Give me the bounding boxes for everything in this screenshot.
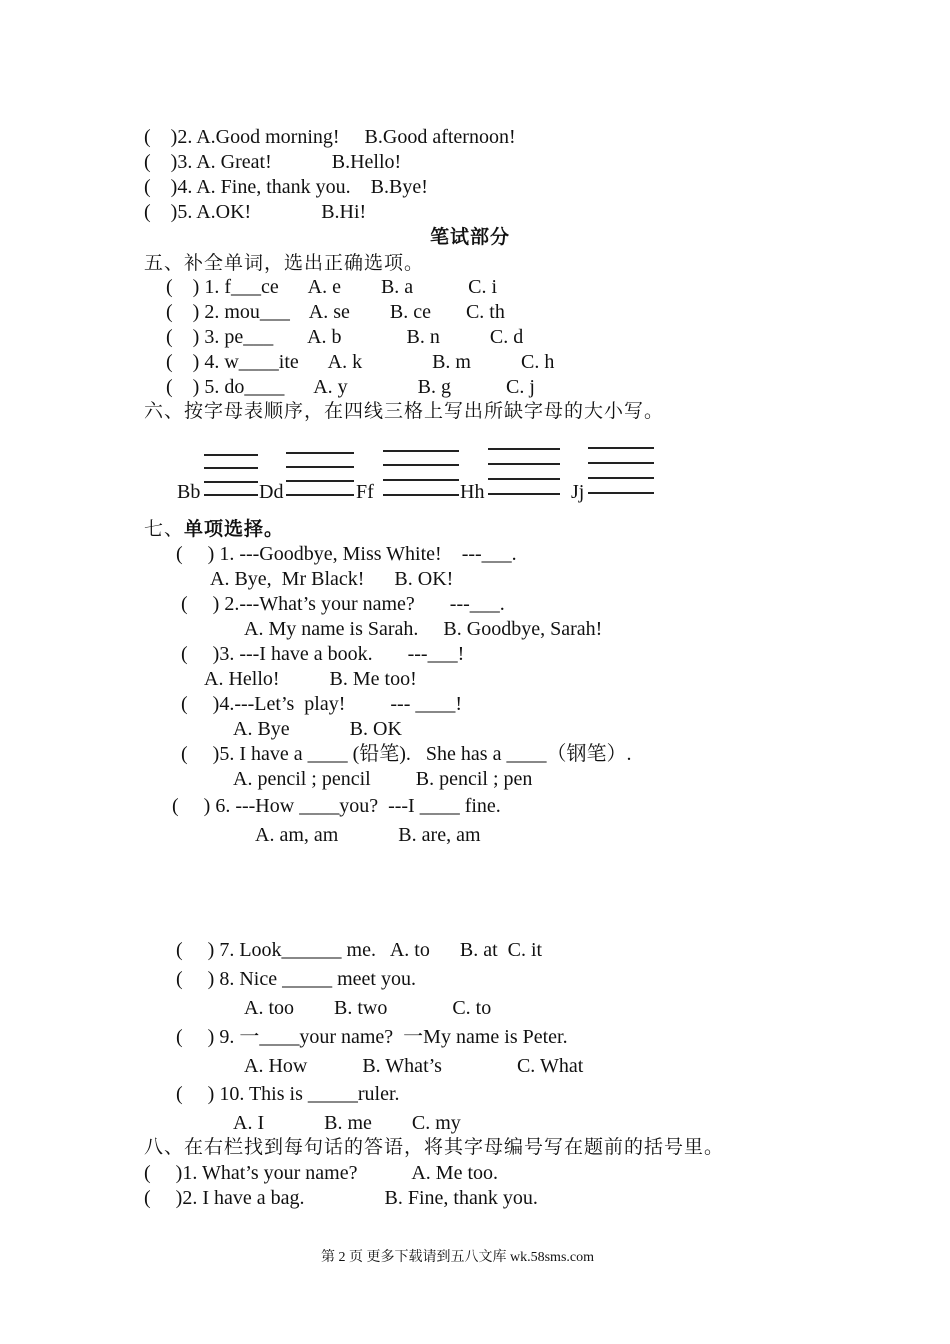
letter-bb: Bb	[177, 481, 201, 503]
listening-item-2: ( )2. A.Good morning! B.Good afternoon!	[144, 126, 516, 148]
section-7-number: 七、	[144, 518, 185, 540]
sec7-q1: ( ) 1. ---Goodbye, Miss White! ---___.	[176, 543, 517, 565]
sec7-q1-options: A. Bye, Mr Black! B. OK!	[210, 568, 454, 590]
sec7-q5-options: A. pencil ; pencil B. pencil ; pen	[233, 768, 533, 790]
four-line-grid-5	[588, 447, 654, 495]
listening-item-5: ( )5. A.OK! B.Hi!	[144, 201, 367, 223]
sec8-item-2: ( )2. I have a bag. B. Fine, thank you.	[144, 1187, 538, 1209]
letter-ff: Ff	[356, 481, 374, 503]
sec7-q9-options: A. How B. What’s C. What	[244, 1055, 584, 1077]
sec5-item-4: ( ) 4. w____ite A. k B. m C. h	[166, 351, 555, 373]
sec7-q9: ( ) 9. 一____your name? 一My name is Peter.	[176, 1026, 568, 1048]
sec5-item-5: ( ) 5. do____ A. y B. g C. j	[166, 376, 535, 398]
listening-item-4: ( )4. A. Fine, thank you. B.Bye!	[144, 176, 428, 198]
sec7-q2: ( ) 2.---What’s your name? ---___.	[181, 593, 505, 615]
sec7-q5: ( )5. I have a ____ (铅笔). She has a ____（钢笔）.	[181, 743, 632, 765]
section-7-title: 单项选择。	[184, 518, 285, 540]
four-line-grid-2	[286, 452, 354, 496]
four-line-grid-1	[204, 454, 258, 498]
sec5-item-3: ( ) 3. pe___ A. b B. n C. d	[166, 326, 524, 348]
section-5-heading: 五、补全单词，选出正确选项。	[144, 252, 425, 274]
sec8-item-1: ( )1. What’s your name? A. Me too.	[144, 1162, 499, 1184]
sec7-q8: ( ) 8. Nice _____ meet you.	[176, 968, 416, 990]
sec5-item-1: ( ) 1. f___ce A. e B. a C. i	[166, 276, 498, 298]
sec7-q10: ( ) 10. This is _____ruler.	[176, 1083, 400, 1105]
section-8-heading: 八、在右栏找到每句话的答语，将其字母编号写在题前的括号里。	[144, 1136, 725, 1158]
four-line-grid-4	[488, 448, 560, 496]
letter-dd: Dd	[259, 481, 284, 503]
section-7-heading	[144, 517, 284, 541]
sec7-q3-options: A. Hello! B. Me too!	[204, 668, 417, 690]
sec7-q8-options: A. too B. two C. to	[244, 997, 492, 1019]
sec5-item-2: ( ) 2. mou___ A. se B. ce C. th	[166, 301, 505, 323]
sec7-q6: ( ) 6. ---How ____you? ---I ____ fine.	[172, 795, 501, 817]
sec7-q7: ( ) 7. Look______ me. A. to B. at C. it	[176, 939, 543, 961]
page-footer: 第 2 页 更多下载请到五八文库 wk.58sms.com	[321, 1250, 594, 1265]
letter-hh: Hh	[460, 481, 485, 503]
sec7-q6-options: A. am, am B. are, am	[255, 824, 481, 846]
sec7-q3: ( )3. ---I have a book. ---___!	[181, 643, 465, 665]
four-line-grid-3	[383, 450, 459, 496]
sec7-q10-options: A. I B. me C. my	[233, 1112, 461, 1134]
listening-item-3: ( )3. A. Great! B.Hello!	[144, 151, 402, 173]
letter-jj: Jj	[571, 481, 585, 503]
section-6-heading: 六、按字母表顺序，在四线三格上写出所缺字母的大小写。	[144, 400, 665, 422]
sec7-q4: ( )4.---Let’s play! --- ____!	[181, 693, 463, 715]
written-section-title: 笔试部分	[430, 226, 511, 248]
sec7-q4-options: A. Bye B. OK	[233, 718, 402, 740]
sec7-q2-options: A. My name is Sarah. B. Goodbye, Sarah!	[244, 618, 603, 640]
